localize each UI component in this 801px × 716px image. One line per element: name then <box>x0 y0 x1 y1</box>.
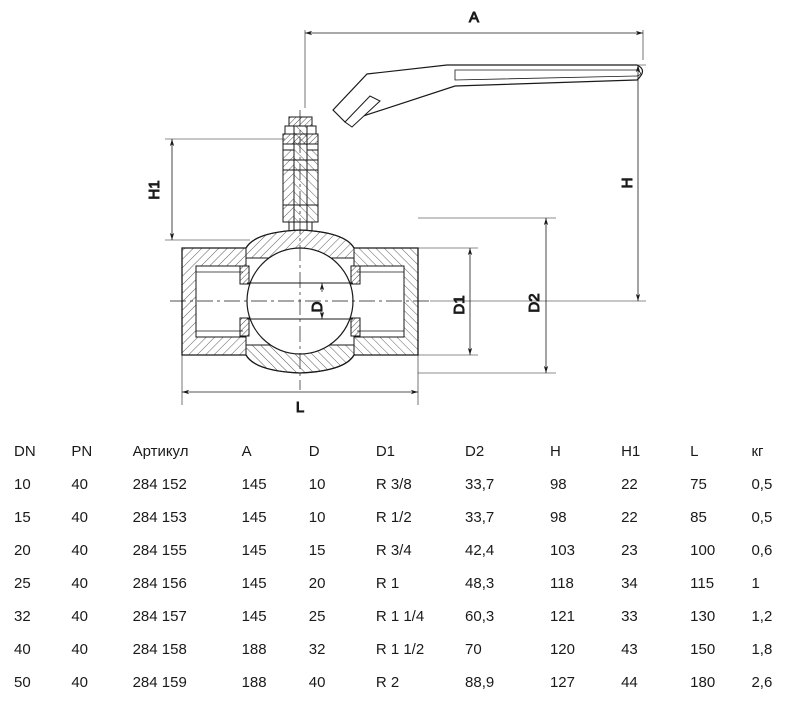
dimension-D2 <box>418 218 556 373</box>
cell-a: 188 <box>241 674 267 691</box>
cell-pn: 40 <box>71 542 89 559</box>
table-row <box>0 501 801 534</box>
cell-h1: 33 <box>621 608 638 625</box>
cell-h1: 34 <box>621 575 638 592</box>
cell-weight: 2,6 <box>751 674 773 691</box>
cell-h1: 44 <box>621 674 638 691</box>
cell-weight: 0,5 <box>751 476 773 493</box>
table-header-row <box>0 435 801 468</box>
cell-d1: R 3/8 <box>375 476 412 493</box>
cell-d2: 48,3 <box>465 575 495 592</box>
cell-article: 284 158 <box>132 641 187 658</box>
cell-h: 98 <box>549 476 567 493</box>
cell-pn: 40 <box>71 509 89 526</box>
table-row <box>0 600 801 633</box>
cell-d1: R 2 <box>375 674 400 691</box>
dim-label-D1: D1 <box>451 295 468 315</box>
cell-article: 284 155 <box>132 542 187 559</box>
cell-weight: 1,8 <box>751 641 773 658</box>
column-header-a: A <box>241 443 252 460</box>
dim-label-H: H <box>619 177 636 189</box>
column-header-d1: D1 <box>375 443 395 460</box>
cell-d1: R 3/4 <box>375 542 412 559</box>
cell-d: 10 <box>308 509 326 526</box>
cell-l: 85 <box>690 509 707 526</box>
cell-d2: 33,7 <box>465 476 495 493</box>
cell-dn: 10 <box>14 476 31 493</box>
cell-d1: R 1 1/2 <box>375 641 425 658</box>
cell-l: 180 <box>690 674 716 691</box>
cell-a: 145 <box>241 608 267 625</box>
dimension-H1 <box>146 139 285 240</box>
cell-article: 284 156 <box>132 575 187 592</box>
cell-d2: 88,9 <box>465 674 495 691</box>
cell-d2: 70 <box>465 641 482 658</box>
cell-l: 130 <box>690 608 716 625</box>
cell-h: 98 <box>549 509 567 526</box>
cell-a: 145 <box>241 575 267 592</box>
cell-article: 284 159 <box>132 674 187 691</box>
cell-weight: 0,6 <box>751 542 773 559</box>
cell-pn: 40 <box>71 608 89 625</box>
column-header-l: L <box>690 443 699 460</box>
cell-weight: 0,5 <box>751 509 773 526</box>
dim-label-A: A <box>468 9 480 26</box>
cell-d1: R 1 1/4 <box>375 608 425 625</box>
column-header-article: Артикул <box>132 443 189 460</box>
cell-pn: 40 <box>71 575 89 592</box>
specification-table <box>0 435 801 699</box>
dim-label-D: D <box>309 301 326 313</box>
dimension-H <box>430 65 646 301</box>
column-header-pn: PN <box>71 443 93 460</box>
cell-pn: 40 <box>71 476 89 493</box>
cell-pn: 40 <box>71 641 89 658</box>
cell-dn: 15 <box>14 509 31 526</box>
cell-d: 32 <box>308 641 326 658</box>
column-header-weight: кг <box>751 443 764 460</box>
cell-h: 127 <box>549 674 575 691</box>
dim-label-D2: D2 <box>526 293 543 313</box>
cell-dn: 32 <box>14 608 31 625</box>
cell-d: 25 <box>308 608 326 625</box>
table-row <box>0 666 801 699</box>
cell-pn: 40 <box>71 674 89 691</box>
cell-dn: 40 <box>14 641 31 658</box>
column-header-d2: D2 <box>465 443 485 460</box>
cell-a: 145 <box>241 509 267 526</box>
cell-h: 103 <box>549 542 575 559</box>
cell-article: 284 153 <box>132 509 187 526</box>
cell-l: 100 <box>690 542 716 559</box>
cell-d: 15 <box>308 542 326 559</box>
cell-h: 120 <box>549 641 575 658</box>
cell-dn: 25 <box>14 575 31 592</box>
column-header-h1: H1 <box>621 443 641 460</box>
cell-d: 40 <box>308 674 326 691</box>
table-row <box>0 468 801 501</box>
cell-d1: R 1 <box>375 575 400 592</box>
cell-a: 145 <box>241 542 267 559</box>
dim-label-L: L <box>295 399 305 416</box>
cell-a: 188 <box>241 641 267 658</box>
cell-article: 284 157 <box>132 608 187 625</box>
cell-article: 284 152 <box>132 476 187 493</box>
cell-weight: 1 <box>751 575 760 592</box>
cell-h: 118 <box>549 575 574 592</box>
valve-handle <box>333 65 643 127</box>
cell-d2: 60,3 <box>465 608 495 625</box>
cell-d: 20 <box>308 575 326 592</box>
cell-a: 145 <box>241 476 267 493</box>
cell-weight: 1,2 <box>751 608 773 625</box>
cell-dn: 20 <box>14 542 31 559</box>
cell-h1: 22 <box>621 476 638 493</box>
cell-d2: 42,4 <box>465 542 495 559</box>
cell-h1: 43 <box>621 641 638 658</box>
cell-l: 75 <box>690 476 707 493</box>
dim-label-H1: H1 <box>146 180 163 200</box>
column-header-h: H <box>549 443 561 460</box>
cell-l: 115 <box>690 575 715 592</box>
table-row <box>0 534 801 567</box>
cell-d2: 33,7 <box>465 509 495 526</box>
cell-dn: 50 <box>14 674 31 691</box>
cell-d1: R 1/2 <box>375 509 412 526</box>
cell-l: 150 <box>690 641 716 658</box>
table-row <box>0 567 801 600</box>
table-row <box>0 633 801 666</box>
cell-d: 10 <box>308 476 326 493</box>
valve-stem <box>283 117 318 244</box>
column-header-d: D <box>308 443 320 460</box>
cell-h1: 22 <box>621 509 638 526</box>
column-header-dn: DN <box>14 443 36 460</box>
cell-h1: 23 <box>621 542 638 559</box>
cell-h: 121 <box>549 608 575 625</box>
